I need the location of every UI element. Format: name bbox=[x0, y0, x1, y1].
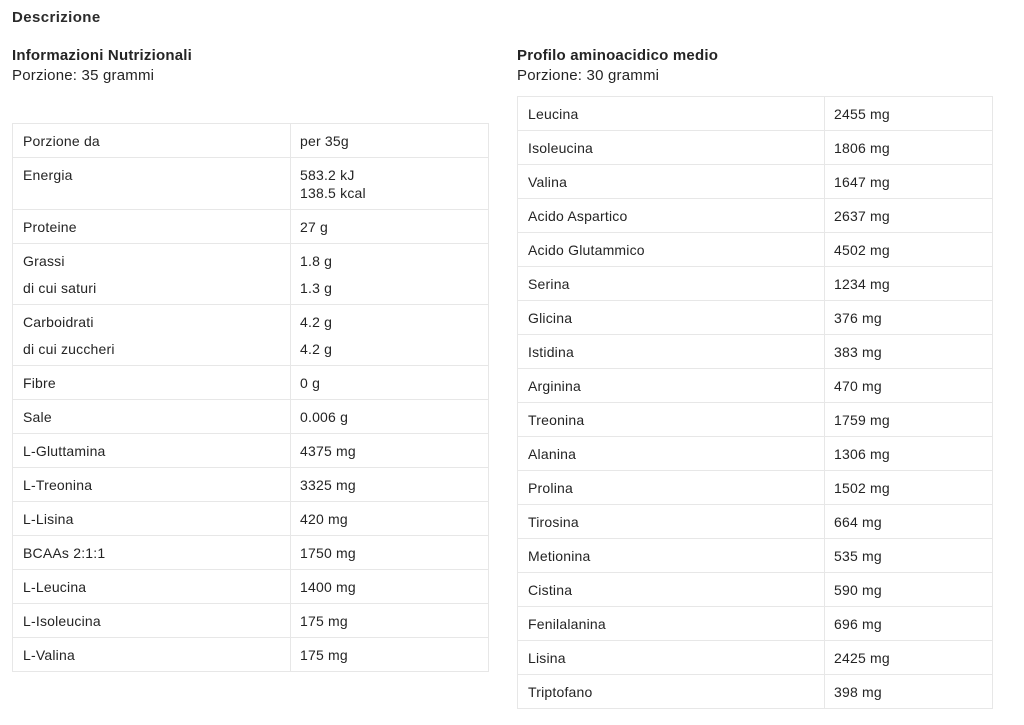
amino-title: Profilo aminoacidico medio bbox=[517, 47, 719, 64]
nutrition-label-cell: L-Treonina bbox=[13, 468, 291, 502]
table-row bbox=[518, 403, 993, 437]
nutrition-label-cell: Carboidrati di cui zuccheri bbox=[13, 305, 291, 366]
nutrition-value-cell: 27 g bbox=[291, 210, 489, 244]
nutrition-value-cell: 4375 mg bbox=[291, 434, 489, 468]
amino-value-cell: 664 mg bbox=[825, 505, 993, 539]
table-row bbox=[518, 165, 993, 199]
amino-value-cell: 696 mg bbox=[825, 607, 993, 641]
amino-name-cell: Valina bbox=[518, 165, 825, 199]
table-row bbox=[13, 468, 489, 502]
table-row bbox=[518, 437, 993, 471]
amino-name-cell: Arginina bbox=[518, 369, 825, 403]
nutrition-label-cell: Energia bbox=[13, 158, 291, 210]
nutrition-table bbox=[12, 123, 489, 672]
table-row bbox=[13, 210, 489, 244]
amino-value-cell: 1306 mg bbox=[825, 437, 993, 471]
table-row bbox=[13, 570, 489, 604]
table-row bbox=[518, 471, 993, 505]
amino-name-cell: Fenilalanina bbox=[518, 607, 825, 641]
amino-value-cell: 1647 mg bbox=[825, 165, 993, 199]
amino-value-cell: 376 mg bbox=[825, 301, 993, 335]
amino-name-cell: Acido Glutammico bbox=[518, 233, 825, 267]
amino-name-cell: Triptofano bbox=[518, 675, 825, 709]
amino-name-cell: Leucina bbox=[518, 97, 825, 131]
nutrition-value-cell: 420 mg bbox=[291, 502, 489, 536]
table-row bbox=[13, 434, 489, 468]
table-row bbox=[13, 244, 489, 305]
table-row bbox=[13, 502, 489, 536]
nutrition-label-cell: L-Isoleucina bbox=[13, 604, 291, 638]
nutrition-value-cell: 1.8 g 1.3 g bbox=[291, 244, 489, 305]
table-row bbox=[13, 124, 489, 158]
nutrition-value-cell: 4.2 g 4.2 g bbox=[291, 305, 489, 366]
amino-header bbox=[517, 47, 992, 85]
nutrition-value-cell: 175 mg bbox=[291, 638, 489, 672]
page-title: Descrizione bbox=[12, 9, 101, 26]
two-column-layout bbox=[12, 47, 1024, 709]
amino-value-cell: 398 mg bbox=[825, 675, 993, 709]
table-row bbox=[518, 505, 993, 539]
table-row bbox=[518, 335, 993, 369]
table-row bbox=[13, 400, 489, 434]
nutrition-label-cell: Fibre bbox=[13, 366, 291, 400]
nutrition-section bbox=[12, 47, 488, 672]
amino-portion: Porzione: 30 grammi bbox=[517, 67, 660, 84]
amino-name-cell: Alanina bbox=[518, 437, 825, 471]
nutrition-value-cell: per 35g bbox=[291, 124, 489, 158]
nutrition-label-cell: Sale bbox=[13, 400, 291, 434]
amino-value-cell: 1806 mg bbox=[825, 131, 993, 165]
table-row bbox=[13, 536, 489, 570]
table-row bbox=[13, 604, 489, 638]
amino-name-cell: Serina bbox=[518, 267, 825, 301]
amino-table-body bbox=[518, 97, 993, 709]
amino-name-cell: Prolina bbox=[518, 471, 825, 505]
nutrition-header bbox=[12, 47, 488, 85]
table-row bbox=[518, 131, 993, 165]
table-row bbox=[518, 675, 993, 709]
amino-name-cell: Glicina bbox=[518, 301, 825, 335]
table-row bbox=[13, 366, 489, 400]
amino-name-cell: Acido Aspartico bbox=[518, 199, 825, 233]
table-row bbox=[518, 301, 993, 335]
table-row bbox=[518, 199, 993, 233]
amino-value-cell: 1234 mg bbox=[825, 267, 993, 301]
amino-value-cell: 470 mg bbox=[825, 369, 993, 403]
nutrition-label-cell: Grassi di cui saturi bbox=[13, 244, 291, 305]
amino-value-cell: 383 mg bbox=[825, 335, 993, 369]
amino-value-cell: 590 mg bbox=[825, 573, 993, 607]
table-row bbox=[518, 97, 993, 131]
table-row bbox=[13, 305, 489, 366]
nutrition-value-cell: 3325 mg bbox=[291, 468, 489, 502]
nutrition-value-cell: 0 g bbox=[291, 366, 489, 400]
amino-name-cell: Metionina bbox=[518, 539, 825, 573]
amino-name-cell: Lisina bbox=[518, 641, 825, 675]
nutrition-title: Informazioni Nutrizionali bbox=[12, 47, 192, 64]
amino-name-cell: Tirosina bbox=[518, 505, 825, 539]
nutrition-label-cell: L-Valina bbox=[13, 638, 291, 672]
table-row bbox=[13, 158, 489, 210]
amino-value-cell: 1502 mg bbox=[825, 471, 993, 505]
nutrition-label-cell: L-Gluttamina bbox=[13, 434, 291, 468]
nutrition-portion: Porzione: 35 grammi bbox=[12, 67, 155, 84]
nutrition-value-cell: 1400 mg bbox=[291, 570, 489, 604]
table-row bbox=[518, 267, 993, 301]
amino-name-cell: Isoleucina bbox=[518, 131, 825, 165]
amino-section bbox=[517, 47, 992, 709]
nutrition-label-cell: Proteine bbox=[13, 210, 291, 244]
amino-value-cell: 2425 mg bbox=[825, 641, 993, 675]
nutrition-value-cell: 583.2 kJ 138.5 kcal bbox=[291, 158, 489, 210]
nutrition-label-cell: BCAAs 2:1:1 bbox=[13, 536, 291, 570]
amino-value-cell: 1759 mg bbox=[825, 403, 993, 437]
nutrition-value-cell: 0.006 g bbox=[291, 400, 489, 434]
amino-table bbox=[517, 96, 993, 709]
nutrition-label-cell: L-Leucina bbox=[13, 570, 291, 604]
amino-value-cell: 4502 mg bbox=[825, 233, 993, 267]
table-row bbox=[518, 539, 993, 573]
amino-value-cell: 535 mg bbox=[825, 539, 993, 573]
nutrition-value-cell: 1750 mg bbox=[291, 536, 489, 570]
table-row bbox=[518, 369, 993, 403]
table-row bbox=[518, 233, 993, 267]
table-row bbox=[518, 573, 993, 607]
amino-name-cell: Istidina bbox=[518, 335, 825, 369]
amino-name-cell: Treonina bbox=[518, 403, 825, 437]
table-row bbox=[13, 638, 489, 672]
nutrition-value-cell: 175 mg bbox=[291, 604, 489, 638]
amino-value-cell: 2455 mg bbox=[825, 97, 993, 131]
amino-value-cell: 2637 mg bbox=[825, 199, 993, 233]
nutrition-table-body bbox=[13, 124, 489, 672]
table-row bbox=[518, 607, 993, 641]
nutrition-label-cell: L-Lisina bbox=[13, 502, 291, 536]
amino-name-cell: Cistina bbox=[518, 573, 825, 607]
nutrition-label-cell: Porzione da bbox=[13, 124, 291, 158]
table-row bbox=[518, 641, 993, 675]
